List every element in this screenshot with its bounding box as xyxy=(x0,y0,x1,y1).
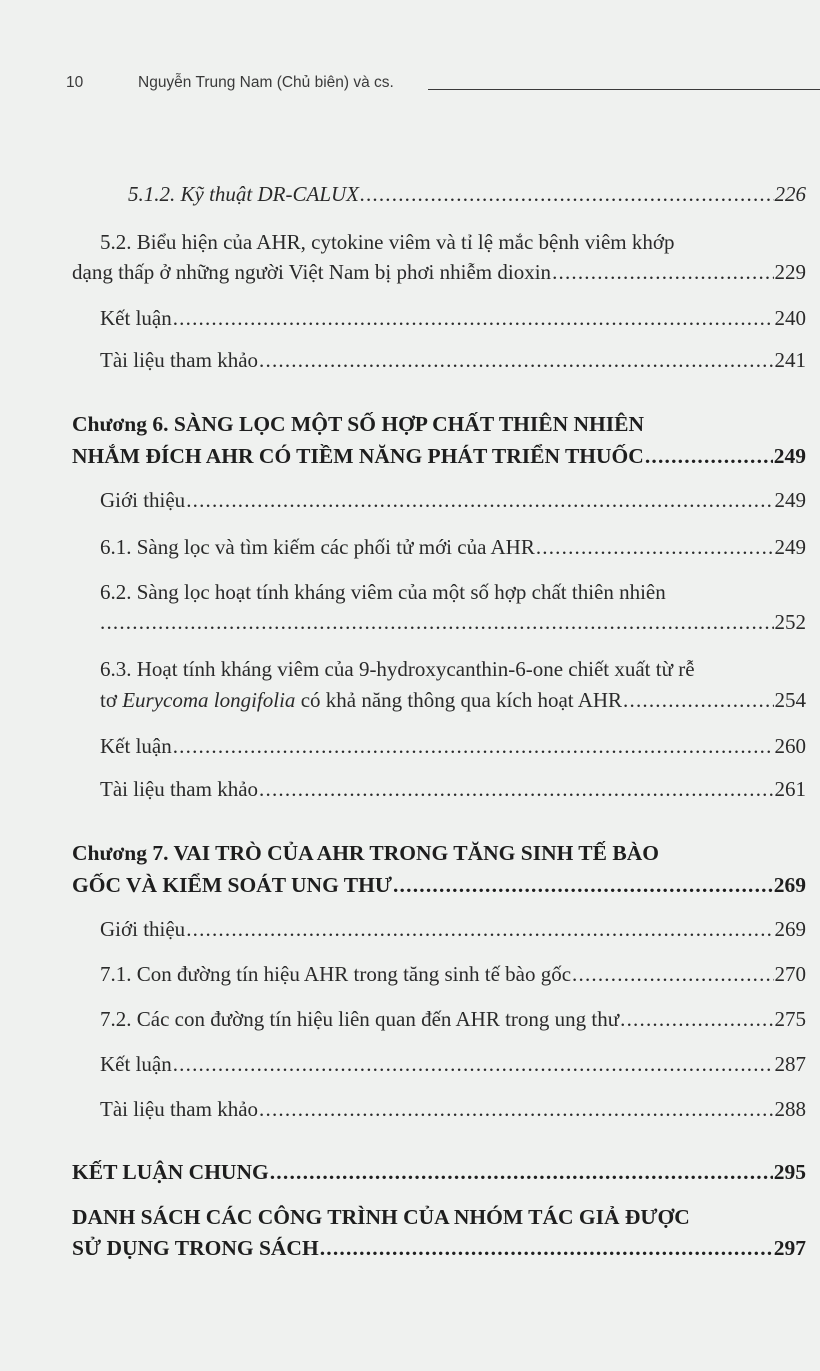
leader-dots xyxy=(645,442,773,470)
toc-entry-6-2-line2[interactable] xyxy=(100,608,806,636)
toc-entry-5-1-2[interactable] xyxy=(128,180,806,208)
toc-entry-6-2-line1[interactable] xyxy=(100,578,806,606)
toc-chapter-7-line1[interactable] xyxy=(72,839,806,867)
toc-entry-ch5-tailieu[interactable] xyxy=(100,346,806,374)
toc-entry-ch7-tailieu[interactable] xyxy=(100,1095,806,1123)
toc-entry-5-2-line2[interactable] xyxy=(72,258,806,286)
toc-danh-sach-line2[interactable] xyxy=(72,1234,806,1262)
toc-entry-6-3-line2[interactable] xyxy=(100,686,806,714)
leader-dots xyxy=(173,304,774,332)
leader-dots xyxy=(186,486,773,514)
toc-entry-page: 229 xyxy=(774,260,806,284)
toc-entry-page: 269 xyxy=(773,873,806,897)
page-number: 10 xyxy=(66,74,84,91)
toc-entry-title: 5.1.2. Kỹ thuật DR-CALUX xyxy=(128,182,359,206)
chapter-title-cont: NHẮM ĐÍCH AHR CÓ TIỀM NĂNG PHÁT TRIỂN THUỐC xyxy=(72,444,644,468)
toc-entry-page: 287 xyxy=(774,1052,806,1076)
header-rule xyxy=(428,89,820,90)
leader-dots xyxy=(186,915,773,943)
leader-dots xyxy=(620,1005,773,1033)
toc-entry-title: Kết luận xyxy=(100,734,172,758)
toc-entry-title: 5.2. Biểu hiện của AHR, cytokine viêm và tỉ lệ mắc bệnh viêm khớp xyxy=(100,230,675,254)
toc-entry-title: Kết luận xyxy=(100,1052,172,1076)
toc-entry-ch6-gioithieu[interactable] xyxy=(100,486,806,514)
toc-chapter-7-line2[interactable] xyxy=(72,871,806,899)
leader-dots xyxy=(393,871,773,899)
toc-entry-title: Tài liệu tham khảo xyxy=(100,1097,259,1121)
leader-dots xyxy=(552,258,773,286)
toc-entry-title: Tài liệu tham khảo xyxy=(100,777,259,801)
toc-entry-title: Giới thiệu xyxy=(100,917,186,941)
leader-dots xyxy=(623,686,773,714)
toc-entry-title-cont: tơ Eurycoma longifolia có khả năng thông qua kích hoạt AHR xyxy=(100,688,623,712)
toc-danh-sach-line1[interactable] xyxy=(72,1203,806,1231)
toc-entry-title: 7.1. Con đường tín hiệu AHR trong tăng sinh tế bào gốc xyxy=(100,962,572,986)
toc-entry-6-3-line1[interactable] xyxy=(100,655,806,683)
leader-dots xyxy=(572,960,773,988)
toc-entry-page: 252 xyxy=(774,610,806,634)
toc-entry-title: 6.3. Hoạt tính kháng viêm của 9-hydroxycanthin-6-one chiết xuất từ rễ xyxy=(100,657,695,681)
chapter-title-cont: GỐC VÀ KIỂM SOÁT UNG THƯ xyxy=(72,873,392,897)
toc-entry-ch7-ketluan[interactable] xyxy=(100,1050,806,1078)
running-title: Nguyễn Trung Nam (Chủ biên) và cs. xyxy=(138,74,394,91)
toc-entry-page: 249 xyxy=(774,535,806,559)
toc-entry-page: 249 xyxy=(774,488,806,512)
toc-entry-title: Kết luận xyxy=(100,306,172,330)
toc-entry-page: 240 xyxy=(774,306,806,330)
toc-entry-page: 295 xyxy=(773,1160,806,1184)
toc-entry-7-1[interactable] xyxy=(100,960,806,988)
toc-entry-title-cont: dạng thấp ở những người Việt Nam bị phơi nhiễm dioxin xyxy=(72,260,552,284)
toc-entry-ch6-tailieu[interactable] xyxy=(100,775,806,803)
toc-entry-page: 261 xyxy=(774,777,806,801)
leader-dots xyxy=(100,608,774,636)
chapter-title: Chương 6. SÀNG LỌC MỘT SỐ HỢP CHẤT THIÊN NHIÊN xyxy=(72,412,644,436)
leader-dots xyxy=(320,1234,773,1262)
species-name: Eurycoma longifolia xyxy=(122,688,296,712)
toc-chapter-6-line2[interactable] xyxy=(72,442,806,470)
leader-dots xyxy=(259,346,773,374)
toc-entry-ch7-gioithieu[interactable] xyxy=(100,915,806,943)
leader-dots xyxy=(536,533,774,561)
toc-entry-ch5-ketluan[interactable] xyxy=(100,304,806,332)
toc-entry-title: 6.1. Sàng lọc và tìm kiếm các phối tử mới của AHR xyxy=(100,535,535,559)
toc-entry-page: 226 xyxy=(774,182,806,206)
toc-entry-page: 270 xyxy=(774,962,806,986)
leader-dots xyxy=(173,1050,774,1078)
leader-dots xyxy=(360,180,774,208)
toc-ket-luan-chung[interactable] xyxy=(72,1158,806,1186)
toc-entry-page: 241 xyxy=(774,348,806,372)
toc-entry-5-2-line1[interactable] xyxy=(100,228,806,256)
toc-entry-title: Giới thiệu xyxy=(100,488,186,512)
toc-entry-title: KẾT LUẬN CHUNG xyxy=(72,1160,269,1184)
toc-entry-page: 297 xyxy=(773,1236,806,1260)
toc-entry-title: Tài liệu tham khảo xyxy=(100,348,259,372)
toc-entry-title: 6.2. Sàng lọc hoạt tính kháng viêm của một số hợp chất thiên nhiên xyxy=(100,580,666,604)
toc-entry-title-cont: SỬ DỤNG TRONG SÁCH xyxy=(72,1236,319,1260)
toc-chapter-6-line1[interactable] xyxy=(72,410,806,438)
leader-dots xyxy=(259,775,773,803)
toc-entry-title: 7.2. Các con đường tín hiệu liên quan đến AHR trong ung thư xyxy=(100,1007,620,1031)
toc-entry-title: DANH SÁCH CÁC CÔNG TRÌNH CỦA NHÓM TÁC GIẢ ĐƯỢC xyxy=(72,1205,690,1229)
toc-entry-page: 260 xyxy=(774,734,806,758)
running-header xyxy=(66,74,802,96)
leader-dots xyxy=(259,1095,773,1123)
toc-entry-page: 254 xyxy=(774,688,806,712)
leader-dots xyxy=(270,1158,773,1186)
toc-entry-page: 269 xyxy=(774,917,806,941)
leader-dots xyxy=(173,732,774,760)
toc-entry-7-2[interactable] xyxy=(100,1005,806,1033)
toc-entry-page: 275 xyxy=(774,1007,806,1031)
toc-entry-ch6-ketluan[interactable] xyxy=(100,732,806,760)
toc-entry-page: 288 xyxy=(774,1097,806,1121)
chapter-title: Chương 7. VAI TRÒ CỦA AHR TRONG TĂNG SINH TẾ BÀO xyxy=(72,841,659,865)
toc-entry-6-1[interactable] xyxy=(100,533,806,561)
toc-entry-page: 249 xyxy=(773,444,806,468)
